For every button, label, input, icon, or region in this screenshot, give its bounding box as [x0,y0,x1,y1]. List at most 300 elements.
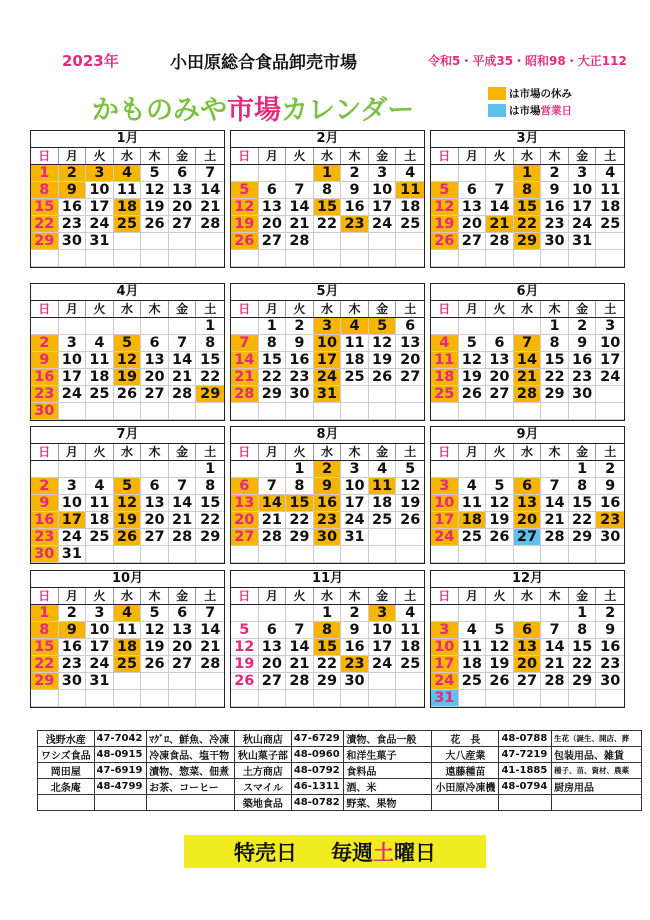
day-cell: 4 [86,335,114,352]
special-sale-pre: 毎週 [331,840,373,865]
empty-cell [514,546,542,563]
day-cell: 19 [141,639,169,656]
market-name: 小田原総合食品卸売市場 [170,53,357,73]
month-title: 7月 [31,427,224,444]
day-cell: 5 [431,182,459,199]
day-cell: 29 [259,386,287,403]
day-cell: 10 [431,639,459,656]
day-cell: 2 [31,478,59,495]
day-cell: 9 [341,622,369,639]
day-cell: 8 [314,182,342,199]
empty-cell [369,673,397,690]
day-cell: 18 [459,656,487,673]
weekday-label: 日 [31,444,59,460]
day-cell: 21 [169,369,197,386]
empty-cell [514,605,542,622]
day-cell: 26 [396,512,424,529]
weekday-label: 金 [369,588,397,604]
vendor-name: 北条庵 [38,779,95,795]
day-cell: 29 [196,386,224,403]
day-cell: 23 [596,512,624,529]
day-cell: 12 [459,352,487,369]
vendor-row [38,731,642,747]
weekday-label: 月 [259,588,287,604]
empty-cell [141,250,169,267]
day-cell: 31 [341,529,369,546]
day-cell: 15 [514,199,542,216]
empty-cell [286,165,314,182]
day-cell: 10 [59,495,87,512]
day-cell: 22 [31,656,59,673]
day-cell: 5 [396,461,424,478]
day-grid [431,605,624,707]
day-cell: 4 [459,478,487,495]
day-cell: 25 [396,656,424,673]
day-cell: 8 [541,335,569,352]
day-cell: 21 [541,656,569,673]
day-cell: 12 [486,639,514,656]
empty-cell [141,403,169,420]
weekday-label: 日 [31,301,59,317]
weekday-header [231,588,424,605]
day-cell: 15 [314,639,342,656]
day-cell: 31 [314,386,342,403]
weekday-label: 金 [569,444,597,460]
day-cell: 6 [259,622,287,639]
day-cell: 31 [86,233,114,250]
day-cell: 6 [141,335,169,352]
empty-cell [31,461,59,478]
day-cell: 26 [141,656,169,673]
weekday-label: 金 [569,301,597,317]
day-cell: 8 [31,182,59,199]
empty-cell [314,233,342,250]
day-cell: 29 [569,529,597,546]
day-cell: 24 [314,369,342,386]
day-cell: 28 [196,656,224,673]
day-cell: 6 [169,165,197,182]
empty-cell [341,690,369,707]
day-cell: 30 [59,233,87,250]
day-cell: 4 [369,461,397,478]
empty-cell [459,250,487,267]
day-cell: 20 [141,512,169,529]
day-cell: 13 [396,335,424,352]
empty-cell [141,461,169,478]
empty-cell [114,403,142,420]
empty-cell [396,386,424,403]
day-cell: 3 [431,478,459,495]
day-cell: 14 [169,495,197,512]
day-cell: 16 [596,495,624,512]
empty-cell [369,386,397,403]
day-cell: 23 [341,656,369,673]
day-cell: 16 [314,495,342,512]
weekday-label: 日 [31,588,59,604]
day-cell: 19 [459,369,487,386]
day-cell: 25 [86,386,114,403]
day-cell: 8 [569,478,597,495]
day-cell: 27 [169,656,197,673]
day-cell: 30 [314,529,342,546]
vendor-name: 遠藤種苗 [432,763,499,779]
empty-cell [286,546,314,563]
weekday-label: 水 [114,301,142,317]
weekday-label: 木 [541,588,569,604]
day-cell: 15 [569,639,597,656]
day-cell: 18 [431,369,459,386]
month-title: 5月 [231,284,424,301]
day-cell: 10 [86,622,114,639]
day-cell: 4 [341,318,369,335]
day-cell: 22 [314,216,342,233]
empty-cell [259,605,287,622]
day-cell: 14 [231,352,259,369]
empty-cell [396,250,424,267]
weekday-label: 木 [541,444,569,460]
day-cell: 21 [514,369,542,386]
weekday-label: 水 [114,588,142,604]
day-cell: 30 [596,673,624,690]
empty-cell [341,546,369,563]
weekday-header [31,444,224,461]
day-cell: 26 [114,529,142,546]
vendor-goods: お茶、コーヒー [147,779,235,795]
day-cell: 3 [431,622,459,639]
day-cell: 7 [286,622,314,639]
day-cell: 25 [114,216,142,233]
month-title: 8月 [231,427,424,444]
day-cell: 17 [59,512,87,529]
day-cell: 8 [196,478,224,495]
day-cell: 13 [514,495,542,512]
day-cell: 11 [459,495,487,512]
vendor-row [38,795,642,811]
day-cell: 5 [114,335,142,352]
day-cell: 21 [259,512,287,529]
day-cell: 8 [196,335,224,352]
day-cell: 22 [569,512,597,529]
day-cell: 13 [459,199,487,216]
empty-cell [231,165,259,182]
day-cell: 27 [169,216,197,233]
day-cell: 9 [286,335,314,352]
day-cell: 7 [196,605,224,622]
day-cell: 12 [431,199,459,216]
day-cell: 27 [486,386,514,403]
day-cell: 31 [86,673,114,690]
day-cell: 20 [259,656,287,673]
day-cell: 14 [541,495,569,512]
day-cell: 9 [569,335,597,352]
weekday-label: 火 [86,588,114,604]
month-block [430,283,625,421]
day-cell: 18 [596,199,624,216]
empty-cell [59,403,87,420]
weekday-label: 火 [486,301,514,317]
day-cell: 8 [31,622,59,639]
day-cell: 10 [596,335,624,352]
empty-cell [369,529,397,546]
day-cell: 7 [169,478,197,495]
vendor-name: 秋山菓子部 [234,747,291,763]
day-cell: 19 [396,495,424,512]
weekday-label: 日 [231,148,259,164]
day-cell: 9 [31,352,59,369]
empty-cell [196,673,224,690]
day-cell: 28 [486,233,514,250]
day-cell: 16 [569,352,597,369]
vendor-row [38,747,642,763]
day-cell: 3 [86,165,114,182]
day-cell: 18 [341,352,369,369]
weekday-label: 金 [369,148,397,164]
day-cell: 13 [231,495,259,512]
weekday-label: 木 [141,301,169,317]
empty-cell [596,250,624,267]
day-cell: 16 [59,199,87,216]
day-grid [231,165,424,267]
day-cell: 9 [59,182,87,199]
day-cell: 9 [541,182,569,199]
empty-cell [231,546,259,563]
empty-cell [114,250,142,267]
day-cell: 15 [31,199,59,216]
weekday-label: 日 [231,588,259,604]
empty-cell [196,690,224,707]
day-cell: 10 [569,182,597,199]
day-cell: 3 [596,318,624,335]
day-cell: 3 [341,461,369,478]
weekday-label: 金 [169,588,197,604]
day-cell: 28 [286,673,314,690]
vendor-name: 岡田屋 [38,763,95,779]
weekday-label: 火 [86,301,114,317]
weekday-label: 木 [341,148,369,164]
weekday-label: 土 [404,302,417,316]
empty-cell [541,546,569,563]
day-cell: 1 [541,318,569,335]
day-cell: 24 [86,216,114,233]
empty-cell [141,546,169,563]
empty-cell [169,318,197,335]
legend-open-label: は市場 [509,104,541,117]
vendor-name: 秋山商店 [234,731,291,747]
empty-cell [486,461,514,478]
day-cell: 21 [169,512,197,529]
vendor-goods: 野菜、果物 [344,795,432,811]
empty-cell [59,461,87,478]
day-cell: 11 [341,335,369,352]
empty-cell [141,318,169,335]
day-cell: 10 [369,622,397,639]
weekday-label: 土 [604,589,617,603]
day-cell: 13 [514,639,542,656]
vendor-goods: 厨房用品 [552,779,642,795]
day-cell: 9 [314,478,342,495]
day-cell: 9 [59,622,87,639]
vendor-name [38,795,95,811]
vendor-name: 土方商店 [234,763,291,779]
day-cell: 7 [514,335,542,352]
day-cell: 27 [259,233,287,250]
weekday-label: 日 [231,444,259,460]
day-cell: 28 [541,529,569,546]
day-cell: 13 [141,495,169,512]
day-cell: 4 [459,622,487,639]
day-cell: 7 [286,182,314,199]
legend-open [488,103,572,117]
empty-cell [596,690,624,707]
empty-cell [431,250,459,267]
day-cell: 3 [59,478,87,495]
day-cell: 25 [396,216,424,233]
day-cell: 13 [141,352,169,369]
day-grid [231,318,424,420]
day-cell: 2 [596,461,624,478]
day-cell: 8 [314,622,342,639]
day-cell: 1 [314,165,342,182]
weekday-label: 土 [404,149,417,163]
day-cell: 13 [259,639,287,656]
day-cell: 26 [486,673,514,690]
vendor-name: 浅野水産 [38,731,95,747]
weekday-header [31,148,224,165]
day-grid [231,461,424,563]
empty-cell [231,318,259,335]
empty-cell [486,165,514,182]
weekday-label: 火 [486,588,514,604]
empty-cell [459,690,487,707]
day-cell: 26 [486,529,514,546]
title-part-2: 市場 [227,95,281,126]
empty-cell [114,546,142,563]
vendor-phone: 48-0794 [499,779,552,795]
empty-cell [486,318,514,335]
empty-cell [259,546,287,563]
empty-cell [541,605,569,622]
day-cell: 29 [196,529,224,546]
empty-cell [396,233,424,250]
legend-closed [488,86,572,100]
day-cell: 7 [259,478,287,495]
day-cell: 23 [341,216,369,233]
day-cell: 23 [286,369,314,386]
weekday-header [231,444,424,461]
day-cell: 1 [259,318,287,335]
day-cell: 14 [541,639,569,656]
empty-cell [596,403,624,420]
day-cell: 20 [169,639,197,656]
day-cell: 20 [459,216,487,233]
day-cell: 2 [569,318,597,335]
empty-cell [286,403,314,420]
weekday-label: 月 [59,444,87,460]
day-cell: 4 [396,165,424,182]
weekday-label: 木 [541,148,569,164]
weekday-label: 金 [569,148,597,164]
day-cell: 2 [541,165,569,182]
day-cell: 6 [514,478,542,495]
day-cell: 11 [596,182,624,199]
empty-cell [31,690,59,707]
empty-cell [86,546,114,563]
day-cell: 2 [59,165,87,182]
empty-cell [514,318,542,335]
empty-cell [231,250,259,267]
empty-cell [569,403,597,420]
day-cell: 30 [341,673,369,690]
empty-cell [169,403,197,420]
empty-cell [369,546,397,563]
era-years: 令和5・平成35・昭和98・大正112 [428,54,627,68]
empty-cell [59,690,87,707]
day-cell: 13 [169,622,197,639]
day-cell: 16 [341,199,369,216]
vendor-phone: 47-6919 [94,763,147,779]
day-cell: 21 [196,199,224,216]
day-cell: 19 [369,352,397,369]
day-cell: 24 [596,369,624,386]
day-cell: 20 [259,216,287,233]
day-cell: 12 [369,335,397,352]
empty-cell [596,233,624,250]
day-cell: 30 [31,403,59,420]
weekday-label: 木 [341,588,369,604]
day-cell: 2 [314,461,342,478]
day-cell: 27 [396,369,424,386]
day-cell: 5 [141,605,169,622]
vendor-phone: 48-0915 [94,747,147,763]
day-grid [431,165,624,267]
empty-cell [86,250,114,267]
day-cell: 17 [431,512,459,529]
empty-cell [541,403,569,420]
day-cell: 20 [141,369,169,386]
day-cell: 25 [341,369,369,386]
empty-cell [59,318,87,335]
empty-cell [31,250,59,267]
vendor-goods: 和洋生菓子 [344,747,432,763]
day-cell: 22 [31,216,59,233]
day-cell: 22 [196,512,224,529]
weekday-label: 日 [231,301,259,317]
day-cell: 25 [459,529,487,546]
day-cell: 29 [541,386,569,403]
day-cell: 28 [196,216,224,233]
day-cell: 29 [514,233,542,250]
day-cell: 14 [514,352,542,369]
day-cell: 30 [59,673,87,690]
special-sale-banner [184,835,486,868]
month-title: 6月 [431,284,624,301]
day-cell: 25 [86,529,114,546]
empty-cell [341,403,369,420]
day-cell: 23 [541,216,569,233]
day-cell: 24 [86,656,114,673]
day-cell: 11 [431,352,459,369]
empty-cell [431,546,459,563]
empty-cell [86,690,114,707]
weekday-label: 月 [59,301,87,317]
vendor-goods: 食料品 [344,763,432,779]
weekday-label: 水 [314,301,342,317]
day-cell: 10 [341,478,369,495]
weekday-label: 土 [204,445,217,459]
empty-cell [286,605,314,622]
day-cell: 16 [341,639,369,656]
empty-cell [259,250,287,267]
